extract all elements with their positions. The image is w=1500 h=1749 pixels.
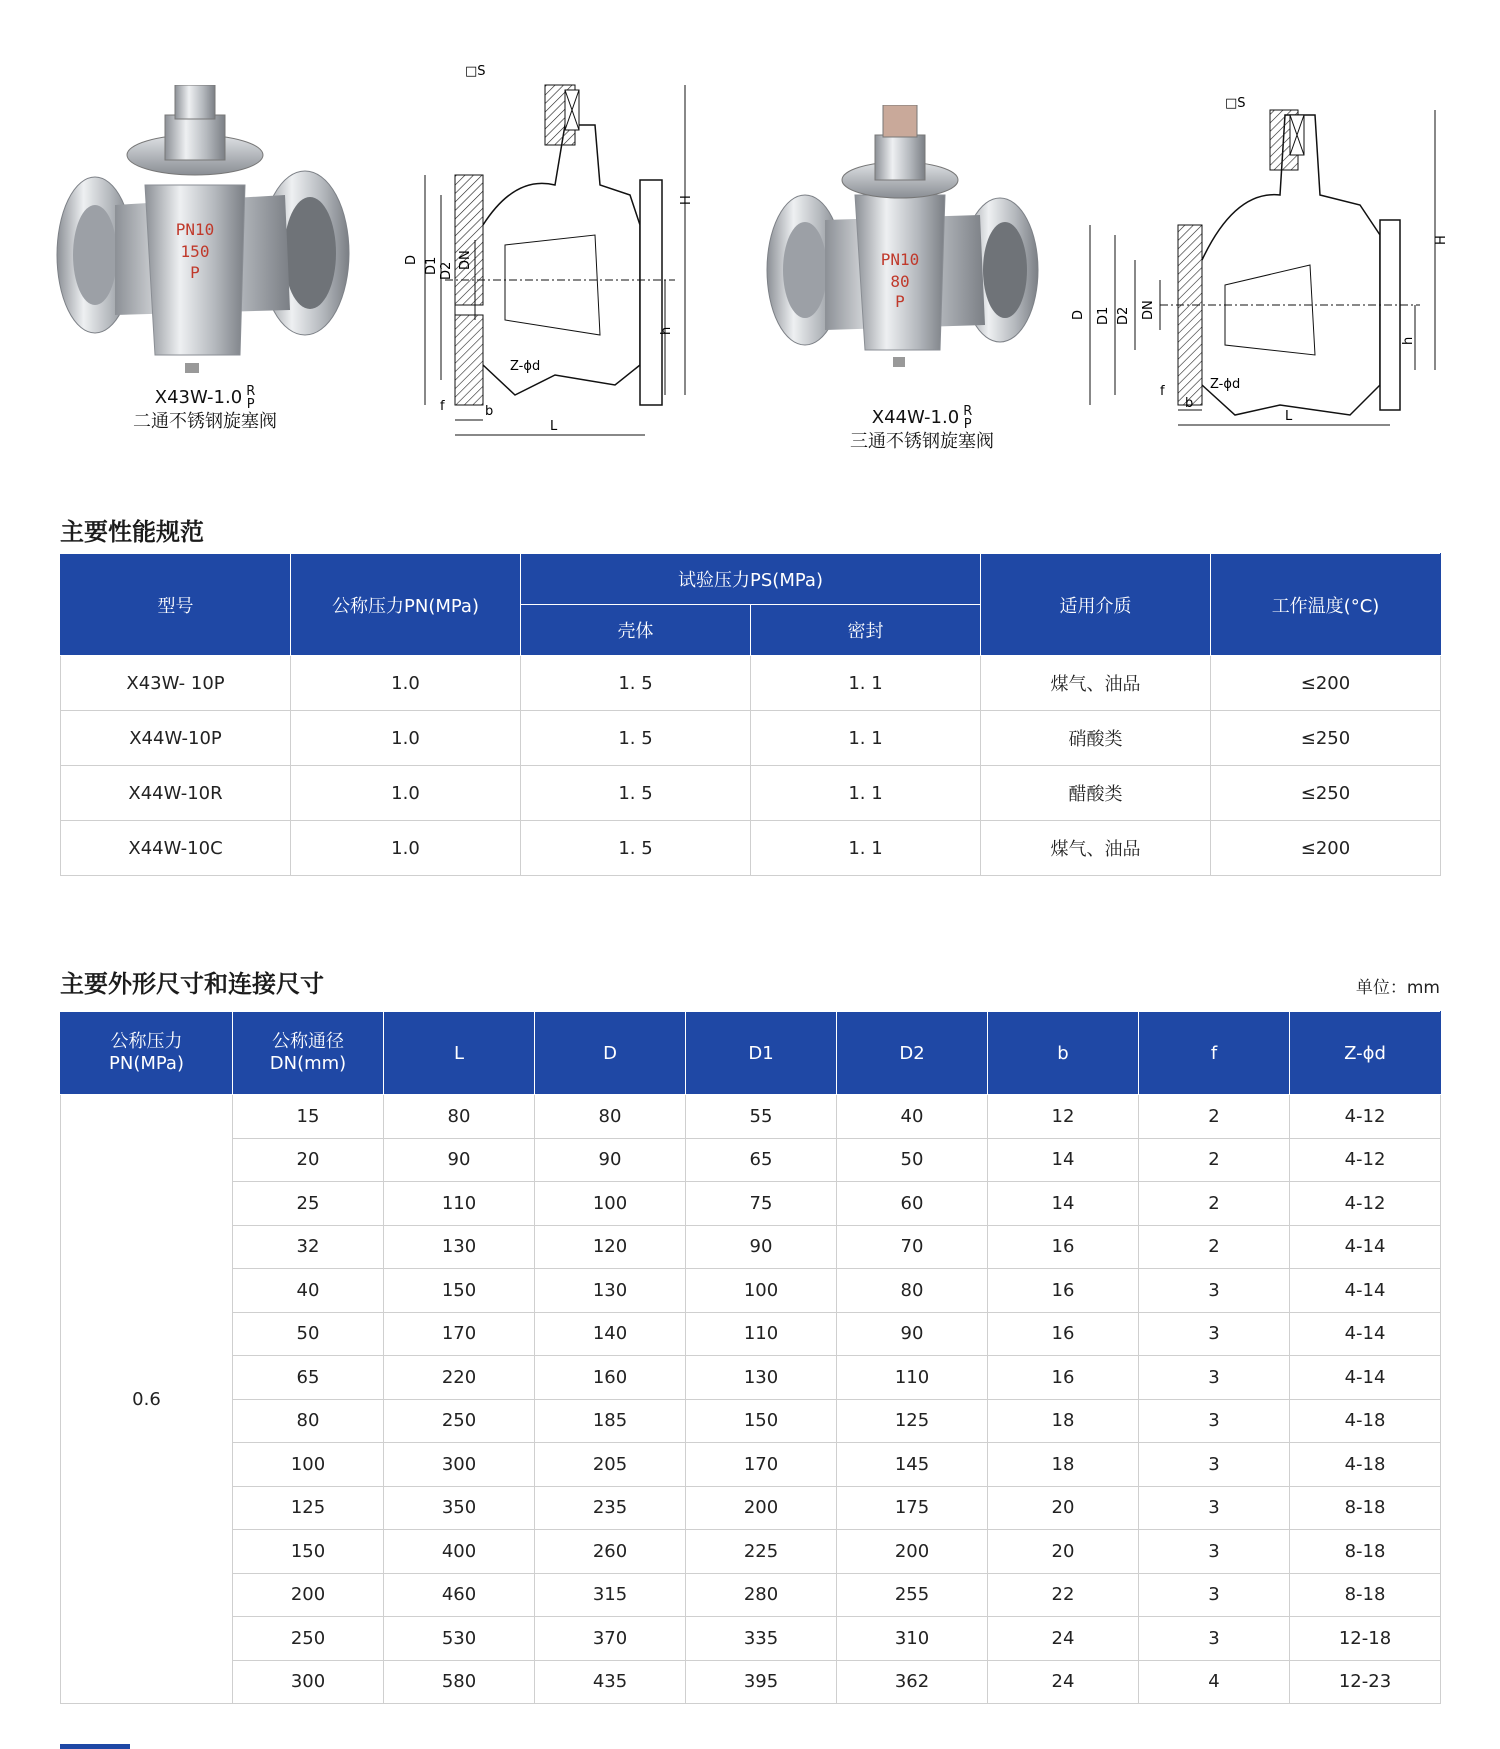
cell-shell: 1. 5: [521, 821, 751, 876]
cell-D: 140: [535, 1312, 686, 1356]
table-row: [61, 1617, 1441, 1661]
valve1-name: 二通不锈钢旋塞阀: [133, 411, 277, 432]
cell-f: 3: [1139, 1356, 1290, 1400]
cell-pn: 1.0: [291, 656, 521, 711]
cell-D1: 280: [686, 1573, 837, 1617]
cell-dn: 20: [233, 1138, 384, 1182]
cell-dn: 80: [233, 1399, 384, 1443]
drawing1-label-D: D: [405, 254, 419, 265]
cell-z: 8-18: [1290, 1530, 1441, 1574]
valve1-marking-3: P: [190, 263, 200, 282]
drawing1-label-H: H: [679, 195, 694, 205]
cell-D1: 130: [686, 1356, 837, 1400]
cell-L: 300: [384, 1443, 535, 1487]
cell-D1: 225: [686, 1530, 837, 1574]
drawing2-label-D1: D1: [1096, 306, 1111, 325]
table-row: [61, 1356, 1441, 1400]
cell-dn: 125: [233, 1486, 384, 1530]
cell-D2: 40: [837, 1095, 988, 1139]
header-pn-line1: 公称压力: [110, 1031, 183, 1052]
drawing2-label-D: D: [1071, 309, 1086, 320]
cell-L: 530: [384, 1617, 535, 1661]
drawing1-label-D1: D1: [424, 256, 439, 275]
unit-label: 单位：mm: [1355, 978, 1440, 998]
table-row: [61, 766, 1441, 821]
cell-z: 8-18: [1290, 1486, 1441, 1530]
header-L: L: [384, 1012, 535, 1095]
header-b: b: [988, 1012, 1139, 1095]
cell-D: 120: [535, 1225, 686, 1269]
bottom-accent-bar: [60, 1744, 130, 1749]
cell-D: 90: [535, 1138, 686, 1182]
table-row: [61, 821, 1441, 876]
drawing2-label-L: L: [1285, 409, 1293, 424]
cell-D: 435: [535, 1660, 686, 1704]
drawing1-label-s: □S: [465, 65, 486, 79]
performance-title: 主要性能规范: [60, 518, 204, 546]
cell-D2: 60: [837, 1182, 988, 1226]
header-model: 型号: [61, 554, 291, 656]
drawing1-label-z: Z-ϕd: [510, 359, 541, 374]
cell-z: 4-14: [1290, 1356, 1441, 1400]
cell-D1: 395: [686, 1660, 837, 1704]
table-row: [61, 1269, 1441, 1313]
cell-temp: ≤250: [1211, 711, 1441, 766]
drawing1-label-DN: DN: [458, 250, 473, 270]
cell-D1: 200: [686, 1486, 837, 1530]
cell-b: 12: [988, 1095, 1139, 1139]
drawing1-label-D2: D2: [439, 261, 454, 280]
header-dn-line1: 公称通径: [272, 1031, 344, 1052]
cell-shell: 1. 5: [521, 766, 751, 821]
cell-z: 4-14: [1290, 1269, 1441, 1313]
cell-D2: 70: [837, 1225, 988, 1269]
cell-dn: 32: [233, 1225, 384, 1269]
cell-D: 185: [535, 1399, 686, 1443]
cell-f: 3: [1139, 1312, 1290, 1356]
cell-shell: 1. 5: [521, 711, 751, 766]
header-D1: D1: [686, 1012, 837, 1095]
drawing2-label-H: H: [1434, 235, 1449, 245]
cell-seal: 1. 1: [751, 766, 981, 821]
table-row: [61, 1530, 1441, 1574]
cell-L: 90: [384, 1138, 535, 1182]
valve2-name: 三通不锈钢旋塞阀: [850, 431, 994, 452]
valve2-suffix-r: R: [963, 404, 973, 419]
cell-D2: 310: [837, 1617, 988, 1661]
header-z: Z-ϕd: [1290, 1012, 1441, 1095]
cell-f: 4: [1139, 1660, 1290, 1704]
cell-f: 3: [1139, 1443, 1290, 1487]
cell-z: 4-12: [1290, 1095, 1441, 1139]
cell-dn: 250: [233, 1617, 384, 1661]
cell-b: 16: [988, 1225, 1139, 1269]
cell-D1: 75: [686, 1182, 837, 1226]
drawing2-label-DN: DN: [1141, 300, 1156, 320]
cell-D1: 335: [686, 1617, 837, 1661]
valve2-drawing: [1060, 95, 1460, 440]
cell-D2: 145: [837, 1443, 988, 1487]
table-row: [61, 1138, 1441, 1182]
dimensions-title: 主要外形尺寸和连接尺寸: [60, 970, 324, 998]
cell-D1: 55: [686, 1095, 837, 1139]
cell-model: X44W-10P: [61, 711, 291, 766]
cell-D2: 255: [837, 1573, 988, 1617]
cell-f: 2: [1139, 1095, 1290, 1139]
cell-b: 24: [988, 1660, 1139, 1704]
cell-dn: 300: [233, 1660, 384, 1704]
cell-f: 3: [1139, 1617, 1290, 1661]
cell-f: 3: [1139, 1486, 1290, 1530]
table-row: [61, 1399, 1441, 1443]
cell-D2: 125: [837, 1399, 988, 1443]
header-medium: 适用介质: [981, 554, 1211, 656]
cell-f: 3: [1139, 1530, 1290, 1574]
cell-dn: 150: [233, 1530, 384, 1574]
cell-D: 235: [535, 1486, 686, 1530]
cell-dn: 40: [233, 1269, 384, 1313]
valve1-suffix-p: P: [246, 397, 255, 412]
cell-D: 80: [535, 1095, 686, 1139]
cell-L: 220: [384, 1356, 535, 1400]
cell-f: 3: [1139, 1399, 1290, 1443]
header-pn: [61, 1012, 233, 1095]
table-row: [61, 1095, 1441, 1139]
performance-table: [60, 553, 1441, 876]
cell-D1: 65: [686, 1138, 837, 1182]
table-row: [61, 1443, 1441, 1487]
cell-dn: 100: [233, 1443, 384, 1487]
table-row: [61, 656, 1441, 711]
valve2-marking-2: 80: [890, 272, 910, 291]
valve2-marking-1: PN10: [880, 250, 920, 269]
valve2-model: X44W-1.0: [871, 407, 960, 428]
cell-temp: ≤200: [1211, 656, 1441, 711]
cell-D2: 110: [837, 1356, 988, 1400]
cell-pn: 1.0: [291, 821, 521, 876]
cell-model: X43W- 10P: [61, 656, 291, 711]
valve1-marking-1: PN10: [175, 220, 215, 239]
cell-medium: 硝酸类: [981, 711, 1211, 766]
cell-b: 16: [988, 1269, 1139, 1313]
cell-D: 315: [535, 1573, 686, 1617]
table-row: [61, 1573, 1441, 1617]
cell-L: 580: [384, 1660, 535, 1704]
drawing2-label-b: b: [1185, 396, 1194, 411]
valve1-marking-2: 150: [180, 242, 210, 261]
valve1-drawing: [405, 65, 720, 445]
cell-D: 205: [535, 1443, 686, 1487]
drawing1-label-f: f: [440, 399, 445, 414]
cell-L: 110: [384, 1182, 535, 1226]
header-ps: 试验压力PS(MPa): [521, 554, 981, 605]
drawing2-label-s: □S: [1225, 96, 1246, 111]
cell-z: 4-14: [1290, 1225, 1441, 1269]
cell-f: 3: [1139, 1269, 1290, 1313]
header-D2: D2: [837, 1012, 988, 1095]
header-dn-line2: DN(mm): [269, 1053, 347, 1074]
cell-D1: 150: [686, 1399, 837, 1443]
cell-L: 130: [384, 1225, 535, 1269]
drawing2-label-D2: D2: [1116, 306, 1131, 325]
header-shell: 壳体: [521, 605, 751, 656]
cell-dn: 50: [233, 1312, 384, 1356]
cell-model: X44W-10C: [61, 821, 291, 876]
drawing1-label-L: L: [550, 419, 558, 434]
cell-D: 100: [535, 1182, 686, 1226]
drawing2-label-f: f: [1160, 384, 1165, 399]
cell-b: 16: [988, 1312, 1139, 1356]
cell-b: 16: [988, 1356, 1139, 1400]
header-dn: [233, 1012, 384, 1095]
header-D: D: [535, 1012, 686, 1095]
cell-D: 370: [535, 1617, 686, 1661]
cell-L: 400: [384, 1530, 535, 1574]
table-row: [61, 1660, 1441, 1704]
valve1-model: X43W-1.0: [154, 387, 243, 408]
cell-temp: ≤200: [1211, 821, 1441, 876]
table-row: [61, 711, 1441, 766]
cell-b: 20: [988, 1530, 1139, 1574]
drawing1-label-b: b: [485, 404, 494, 419]
cell-pn: 1.0: [291, 766, 521, 821]
cell-D1: 170: [686, 1443, 837, 1487]
valve1-suffix-r: R: [246, 384, 256, 399]
cell-dn: 25: [233, 1182, 384, 1226]
valve2-suffix-p: P: [963, 417, 972, 432]
cell-D: 160: [535, 1356, 686, 1400]
header-f: f: [1139, 1012, 1290, 1095]
cell-b: 22: [988, 1573, 1139, 1617]
table-row: [61, 1312, 1441, 1356]
header-pn: 公称压力PN(MPa): [291, 554, 521, 656]
drawing2-label-z: Z-ϕd: [1210, 377, 1241, 392]
drawing2-label-h: h: [1401, 336, 1416, 345]
header-temp: 工作温度(°C): [1211, 554, 1441, 656]
table-row: [61, 1486, 1441, 1530]
cell-z: 8-18: [1290, 1573, 1441, 1617]
cell-D1: 110: [686, 1312, 837, 1356]
cell-medium: 煤气、油品: [981, 821, 1211, 876]
cell-dn: 15: [233, 1095, 384, 1139]
header-seal: 密封: [751, 605, 981, 656]
valve2-marking-3: P: [895, 292, 905, 311]
cell-D2: 50: [837, 1138, 988, 1182]
cell-D2: 80: [837, 1269, 988, 1313]
cell-shell: 1. 5: [521, 656, 751, 711]
cell-b: 24: [988, 1617, 1139, 1661]
cell-z: 4-18: [1290, 1443, 1441, 1487]
cell-L: 250: [384, 1399, 535, 1443]
cell-L: 460: [384, 1573, 535, 1617]
cell-f: 2: [1139, 1138, 1290, 1182]
cell-L: 350: [384, 1486, 535, 1530]
cell-medium: 醋酸类: [981, 766, 1211, 821]
cell-D: 130: [535, 1269, 686, 1313]
valve2-photo: [765, 105, 1040, 370]
cell-seal: 1. 1: [751, 821, 981, 876]
cell-D2: 90: [837, 1312, 988, 1356]
cell-D2: 200: [837, 1530, 988, 1574]
cell-L: 80: [384, 1095, 535, 1139]
drawing1-label-h: h: [659, 326, 674, 335]
cell-pn: 1.0: [291, 711, 521, 766]
cell-b: 18: [988, 1399, 1139, 1443]
cell-z: 4-12: [1290, 1182, 1441, 1226]
cell-f: 2: [1139, 1225, 1290, 1269]
cell-b: 18: [988, 1443, 1139, 1487]
cell-z: 4-12: [1290, 1138, 1441, 1182]
cell-z: 4-18: [1290, 1399, 1441, 1443]
valve1-caption: [95, 385, 315, 433]
valve1-photo: [55, 85, 355, 375]
cell-D: 260: [535, 1530, 686, 1574]
cell-f: 3: [1139, 1573, 1290, 1617]
cell-D2: 362: [837, 1660, 988, 1704]
valve2-caption: [812, 405, 1032, 453]
cell-z: 12-23: [1290, 1660, 1441, 1704]
cell-medium: 煤气、油品: [981, 656, 1211, 711]
cell-dn: 200: [233, 1573, 384, 1617]
cell-temp: ≤250: [1211, 766, 1441, 821]
cell-pn: 0.6: [61, 1095, 233, 1704]
cell-L: 170: [384, 1312, 535, 1356]
header-pn-line2: PN(MPa): [109, 1053, 184, 1074]
cell-z: 12-18: [1290, 1617, 1441, 1661]
cell-dn: 65: [233, 1356, 384, 1400]
cell-seal: 1. 1: [751, 711, 981, 766]
cell-seal: 1. 1: [751, 656, 981, 711]
cell-z: 4-14: [1290, 1312, 1441, 1356]
cell-f: 2: [1139, 1182, 1290, 1226]
table-row: [61, 1225, 1441, 1269]
cell-b: 14: [988, 1138, 1139, 1182]
cell-b: 20: [988, 1486, 1139, 1530]
cell-D1: 90: [686, 1225, 837, 1269]
cell-b: 14: [988, 1182, 1139, 1226]
cell-L: 150: [384, 1269, 535, 1313]
cell-D1: 100: [686, 1269, 837, 1313]
table-row: [61, 1182, 1441, 1226]
cell-D2: 175: [837, 1486, 988, 1530]
dimensions-table: [60, 1011, 1441, 1704]
cell-model: X44W-10R: [61, 766, 291, 821]
